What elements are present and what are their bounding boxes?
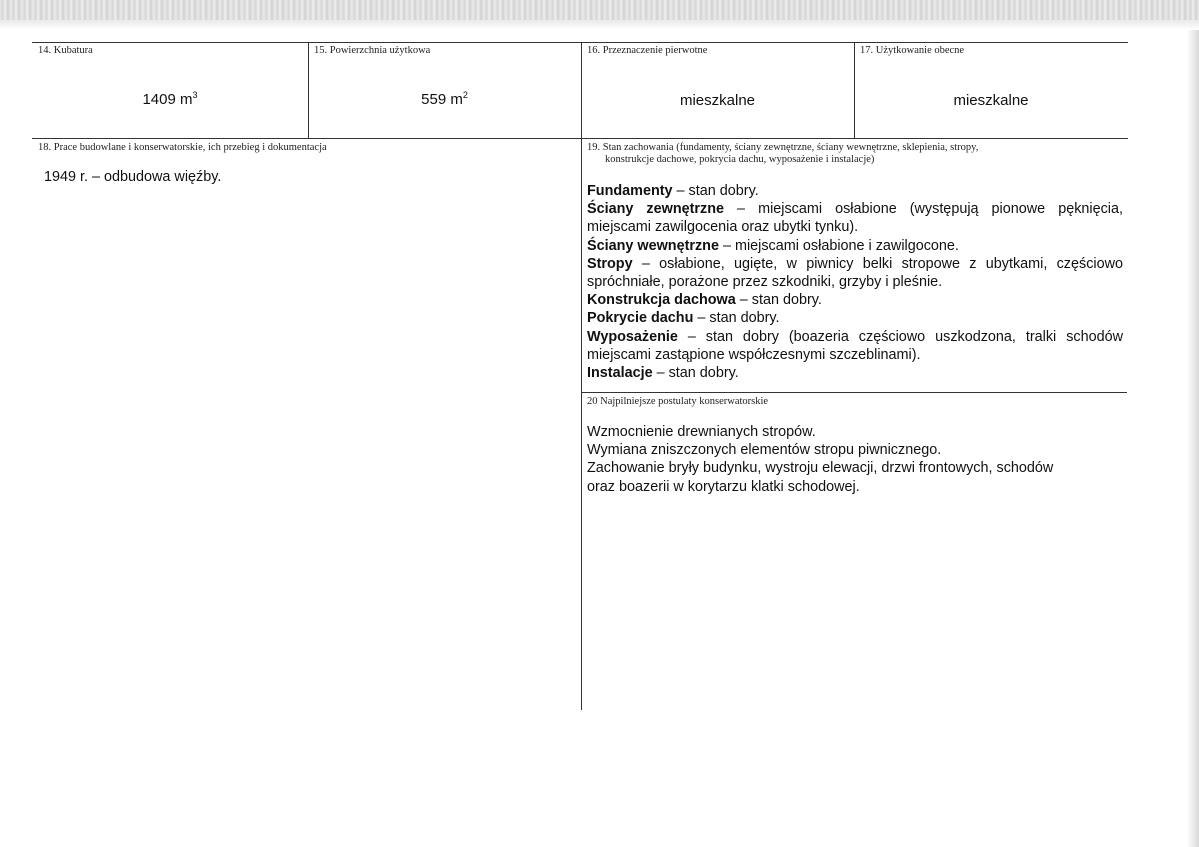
uzytkowanie-value: mieszkalne — [953, 92, 1029, 109]
row-divider-1 — [32, 138, 1128, 139]
stan-label — [587, 142, 978, 166]
column-divider-3 — [854, 42, 855, 139]
scan-edge-top — [0, 0, 1199, 30]
stan-item-sciany-wewnetrzne — [587, 237, 1123, 255]
powierzchnia-number: 559 m — [421, 91, 463, 108]
przeznaczenie-label: 16. Przeznaczenie pierwotne — [587, 45, 708, 56]
stan-item-text: – osłabione, ugięte, w piwnicy belki stropowe z ubytkami, częściowo spróchniałe, porażone przez szkodniki, grzyby i pleśnie. — [587, 255, 1123, 291]
stan-label-line-1: 19. Stan zachowania (fundamenty, ściany zewnętrzne, ściany wewnętrzne, sklepienia, stropy, — [587, 142, 979, 153]
row-divider-2 — [581, 392, 1127, 393]
stan-item-text: – stan dobry (boazeria częściowo uszkodzona, tralki schodów miejscami zastąpione współczesnymi szczeblinami). — [587, 328, 1123, 363]
postulaty-line: oraz boazerii w korytarzu klatki schodowej. — [587, 478, 860, 495]
stan-item-konstrukcja-dachowa — [587, 291, 1123, 309]
column-divider-2 — [581, 42, 582, 710]
stan-item-text: – stan dobry. — [735, 292, 822, 309]
prace-text: 1949 r. – odbudowa więźby. — [44, 169, 222, 185]
stan-item-text: – stan dobry. — [693, 310, 780, 327]
stan-item-instalacje — [587, 364, 1123, 382]
stan-item-text: – miejscami osłabione i zawilgocone. — [718, 237, 959, 254]
uzytkowanie-label: 17. Użytkowanie obecne — [860, 45, 965, 56]
kubatura-label: 14. Kubatura — [38, 45, 93, 56]
stan-item-heading: Ściany wewnętrzne — [587, 237, 719, 254]
kubatura-unit-exponent: 3 — [192, 90, 198, 100]
powierzchnia-unit-exponent: 2 — [462, 90, 468, 100]
kubatura-number: 1409 m — [142, 91, 193, 108]
postulaty-line: Wzmocnienie drewnianych stropów. — [587, 424, 816, 440]
stan-item-fundamenty — [587, 182, 1123, 200]
postulaty-list — [587, 423, 1053, 496]
table-top-border — [32, 42, 1128, 43]
stan-item-pokrycie-dachu — [587, 309, 1123, 327]
stan-item-text: – stan dobry. — [672, 183, 759, 199]
postulaty-line: Wymiana zniszczonych elementów stropu piwnicznego. — [587, 442, 942, 459]
kubatura-value — [32, 90, 308, 108]
stan-item-text: – stan dobry. — [652, 365, 739, 382]
stan-item-heading: Konstrukcja dachowa — [587, 292, 736, 309]
stan-item-heading: Ściany zewnętrzne — [587, 201, 725, 218]
stan-label-line-2: konstrukcje dachowe, pokrycia dachu, wyposażenie i instalacje) — [605, 154, 875, 165]
powierzchnia-label: 15. Powierzchnia użytkowa — [314, 45, 431, 56]
przeznaczenie-value: mieszkalne — [679, 92, 756, 109]
stan-item-heading: Fundamenty — [587, 183, 673, 199]
stan-item-text: – miejscami osłabione (występują pionowe pęknięcia, miejscami zawilgocenia oraz ubytki tynku). — [587, 201, 1124, 236]
postulaty-line: Zachowanie bryły budynku, wystroju elewacji, drzwi frontowych, schodów — [587, 460, 1054, 477]
stan-item-heading: Pokrycie dachu — [587, 310, 694, 327]
stan-list — [587, 182, 1123, 382]
stan-item-stropy — [587, 255, 1123, 291]
stan-item-heading: Wyposażenie — [587, 328, 678, 345]
prace-label: 18. Prace budowlane i konserwatorskie, ich przebieg i dokumentacja — [38, 142, 327, 153]
stan-item-wyposazenie — [587, 328, 1123, 364]
scan-edge-right — [1187, 30, 1199, 847]
powierzchnia-value — [308, 90, 581, 108]
postulaty-label: 20 Najpilniejsze postulaty konserwatorskie — [587, 396, 769, 407]
stan-item-sciany-zewnetrzne — [587, 200, 1123, 236]
stan-item-heading: Instalacje — [587, 365, 653, 382]
stan-item-heading: Stropy — [587, 255, 633, 272]
